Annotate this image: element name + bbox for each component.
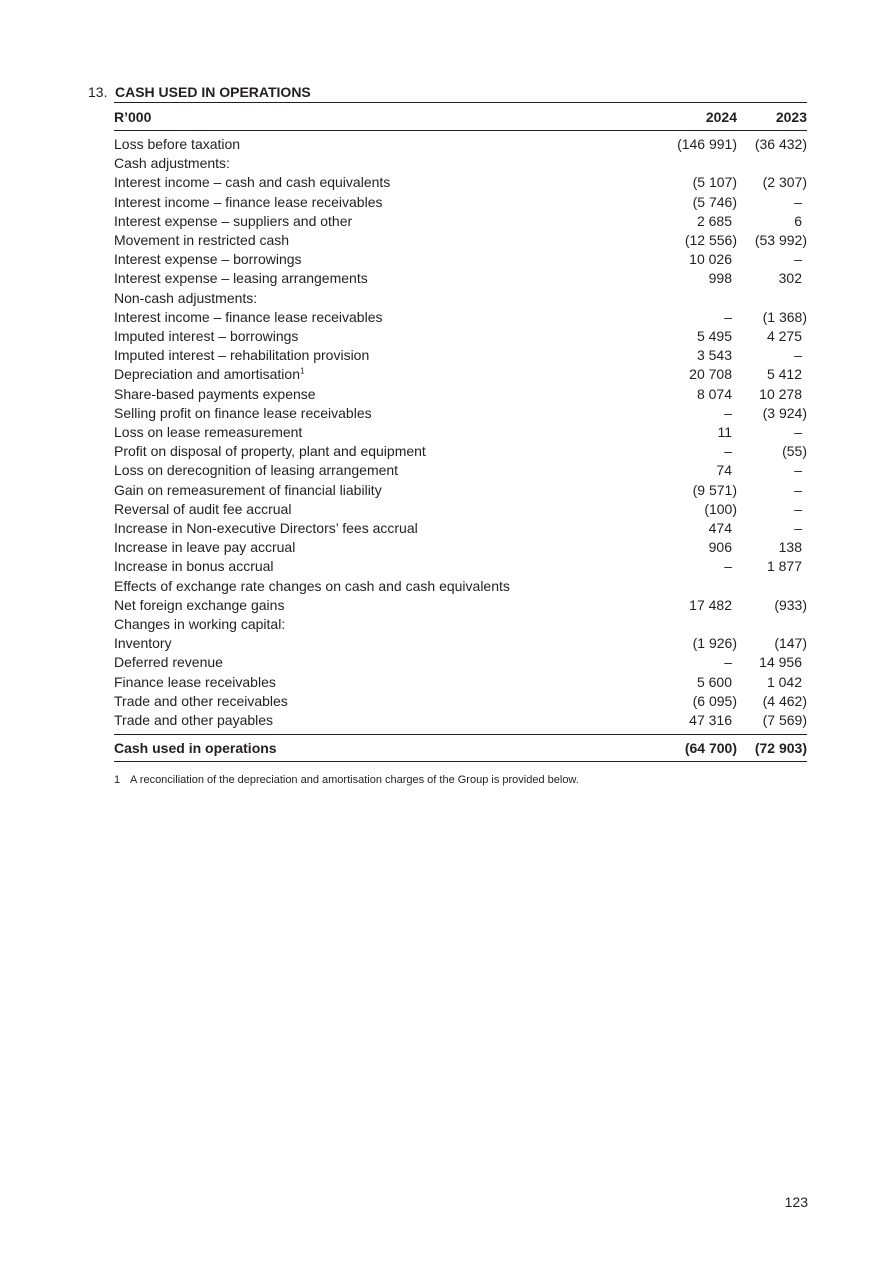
row-label-text: Cash adjustments: (114, 155, 230, 172)
row-value-2024: – (724, 443, 732, 460)
row-value-2024: 5 600 (696, 673, 732, 690)
row-label-text: Loss on derecognition of leasing arrangement (114, 462, 399, 479)
row-label (114, 250, 644, 269)
row-label-text: Interest income – finance lease receivables (114, 193, 383, 210)
table-row (114, 173, 807, 192)
total-value-2024: (64 700) (644, 735, 737, 762)
row-label (114, 673, 644, 692)
row-value-2024: 2 685 (696, 212, 732, 229)
row-value-2023: – (794, 347, 802, 364)
row-value-2023: (933) (774, 596, 807, 613)
row-label-text: Finance lease receivables (114, 673, 276, 690)
row-value-2024: 998 (708, 270, 732, 287)
row-label (114, 289, 644, 308)
footnote-text: A reconciliation of the depreciation and amortisation charges of the Group is provided below. (130, 774, 579, 787)
row-label-text: Effects of exchange rate changes on cash and cash equivalents (114, 577, 510, 594)
table-row (114, 193, 807, 212)
row-label-text: Increase in bonus accrual (114, 558, 274, 575)
table-row (114, 442, 807, 461)
table-row (114, 289, 807, 308)
table-row (114, 269, 807, 288)
row-label (114, 327, 644, 346)
row-label (114, 634, 644, 653)
row-value-2024: 906 (708, 539, 732, 556)
table-row (114, 653, 807, 672)
row-value-2023: 10 278 (759, 385, 802, 402)
row-value-2023: 4 275 (766, 328, 802, 345)
row-value-2023: 302 (778, 270, 802, 287)
row-value-2024: (146 991) (677, 136, 737, 152)
row-label (114, 692, 644, 711)
table-row (114, 423, 807, 442)
table-row (114, 596, 807, 615)
table-row (114, 577, 807, 596)
row-value-2023: – (794, 251, 802, 268)
row-value-2024: 47 316 (689, 712, 732, 729)
table-row (114, 308, 807, 327)
row-label (114, 212, 644, 231)
row-value-2024: (12 556) (684, 232, 737, 249)
total-row (114, 735, 807, 762)
row-value-2024: 74 (716, 462, 732, 479)
row-label (114, 423, 644, 442)
table-header-row (114, 103, 807, 131)
row-value-2023: (2 307) (762, 174, 807, 191)
row-value-2024 (644, 577, 737, 596)
row-value-2023: – (794, 462, 802, 479)
row-label-text: Interest expense – leasing arrangements (114, 270, 368, 287)
row-label-text: Interest income – finance lease receivables (114, 308, 383, 325)
row-label-text: Loss before taxation (114, 136, 241, 152)
row-value-2023: – (794, 193, 802, 210)
row-label (114, 308, 644, 327)
row-value-2023: – (794, 424, 802, 441)
row-value-2023: 14 956 (759, 654, 802, 671)
row-value-2023: – (794, 481, 802, 498)
table-row (114, 673, 807, 692)
row-label (114, 346, 644, 365)
footnote-reference: 1 (300, 366, 305, 376)
row-label (114, 461, 644, 480)
row-label (114, 269, 644, 288)
row-label-text: Interest income – cash and cash equivalents (114, 174, 391, 191)
row-value-2023 (737, 289, 807, 308)
row-value-2024: 11 (717, 424, 732, 441)
row-value-2023: 138 (778, 539, 802, 556)
table-row (114, 346, 807, 365)
table-row (114, 538, 807, 557)
table-row (114, 557, 807, 576)
table-row (114, 634, 807, 653)
row-value-2024: – (724, 654, 732, 671)
row-label (114, 404, 644, 423)
table-row (114, 250, 807, 269)
row-label-text: Loss on lease remeasurement (114, 424, 303, 441)
footnote (114, 774, 808, 786)
cash-used-in-operations-section (88, 82, 808, 786)
table-row (114, 404, 807, 423)
cash-flow-table (114, 102, 807, 762)
row-label-text: Profit on disposal of property, plant and equipment (114, 443, 426, 460)
row-label-text: Imputed interest – borrowings (114, 328, 299, 345)
table-row (114, 231, 807, 250)
row-value-2024: 17 482 (689, 596, 732, 613)
row-label-text: Inventory (114, 635, 172, 652)
table-row (114, 365, 807, 384)
table-row (114, 711, 807, 735)
row-label (114, 538, 644, 557)
row-value-2023: (147) (774, 635, 807, 652)
header-year-2023: 2023 (737, 103, 807, 131)
table-row (114, 385, 807, 404)
table-body (114, 131, 807, 735)
table-row (114, 154, 807, 173)
row-value-2024: (100) (704, 500, 737, 517)
row-value-2023: 6 (794, 212, 802, 229)
row-label (114, 154, 644, 173)
row-label-text: Trade and other payables (114, 712, 274, 729)
row-value-2023: – (794, 500, 802, 517)
row-value-2024 (644, 154, 737, 173)
row-value-2024: – (724, 308, 732, 325)
row-label (114, 442, 644, 461)
table-row (114, 692, 807, 711)
total-label: Cash used in operations (114, 735, 644, 762)
row-value-2023 (737, 154, 807, 173)
row-label (114, 577, 644, 596)
row-label-text: Trade and other receivables (114, 692, 288, 709)
row-label (114, 385, 644, 404)
row-value-2023: 5 412 (766, 366, 802, 383)
table-row (114, 131, 807, 155)
row-label-text: Reversal of audit fee accrual (114, 500, 292, 517)
section-title: CASH USED IN OPERATIONS (115, 84, 311, 100)
row-value-2023: (36 432) (754, 136, 807, 152)
row-label-text: Net foreign exchange gains (114, 596, 285, 613)
row-value-2024: (9 571) (692, 481, 737, 498)
row-label-text: Share-based payments expense (114, 385, 316, 402)
table-row (114, 500, 807, 519)
row-value-2024: – (724, 404, 732, 421)
row-label-text: Gain on remeasurement of financial liability (114, 481, 382, 498)
row-label (114, 500, 644, 519)
header-year-2024: 2024 (644, 103, 737, 131)
row-value-2023 (737, 577, 807, 596)
row-value-2024: 474 (708, 520, 732, 537)
row-value-2023: 1 877 (766, 558, 802, 575)
row-label-text: Increase in Non-executive Directors’ fees accrual (114, 520, 418, 537)
row-value-2023: (1 368) (762, 308, 807, 325)
row-label (114, 481, 644, 500)
row-label-text: Changes in working capital: (114, 616, 286, 633)
table-row (114, 481, 807, 500)
row-label-text: Imputed interest – rehabilitation provision (114, 347, 370, 364)
row-value-2023 (737, 615, 807, 634)
header-unit: R’000 (114, 103, 644, 131)
table-row (114, 327, 807, 346)
row-value-2024: (1 926) (692, 635, 737, 652)
row-label-text: Selling profit on finance lease receivables (114, 404, 372, 421)
row-value-2024: (5 746) (692, 193, 737, 210)
footnote-number: 1 (114, 774, 121, 787)
table-row (114, 461, 807, 480)
row-value-2023: (7 569) (762, 712, 807, 729)
row-value-2024: – (724, 558, 732, 575)
row-value-2024: (5 107) (692, 174, 737, 191)
row-value-2024 (644, 289, 737, 308)
table-row (114, 212, 807, 231)
row-value-2024: 3 543 (696, 347, 732, 364)
row-value-2023: – (794, 520, 802, 537)
row-label-text: Deferred revenue (114, 654, 223, 671)
row-label-text: Non-cash adjustments: (114, 289, 258, 306)
row-label (114, 173, 644, 192)
row-value-2023: (4 462) (762, 692, 807, 709)
row-value-2024: (6 095) (692, 692, 737, 709)
row-label-text: Interest expense – borrowings (114, 251, 302, 268)
row-label-text: Depreciation and amortisation (114, 366, 300, 383)
row-label (114, 193, 644, 212)
page-number: 123 (784, 1194, 808, 1210)
row-label-text: Increase in leave pay accrual (114, 539, 296, 556)
row-value-2023: (53 992) (754, 232, 807, 249)
row-value-2023: (3 924) (762, 404, 807, 421)
row-label (114, 519, 644, 538)
row-label-text: Interest expense – suppliers and other (114, 212, 353, 229)
row-label (114, 231, 644, 250)
row-value-2024: 10 026 (689, 251, 732, 268)
table-row (114, 615, 807, 634)
row-label (114, 615, 644, 634)
row-value-2023: 1 042 (766, 673, 802, 690)
row-value-2024: 5 495 (696, 328, 732, 345)
row-value-2024: 20 708 (689, 366, 732, 383)
section-heading (88, 82, 808, 102)
section-number: 13. (88, 84, 108, 100)
total-value-2023: (72 903) (737, 735, 807, 762)
row-label (114, 557, 644, 576)
row-label-text: Movement in restricted cash (114, 232, 290, 249)
row-label (114, 131, 644, 155)
row-label (114, 653, 644, 672)
table-row (114, 519, 807, 538)
row-value-2024 (644, 615, 737, 634)
row-value-2023: (55) (782, 443, 807, 460)
row-value-2024: 8 074 (696, 385, 732, 402)
row-label (114, 711, 644, 735)
row-label (114, 365, 644, 384)
row-label (114, 596, 644, 615)
